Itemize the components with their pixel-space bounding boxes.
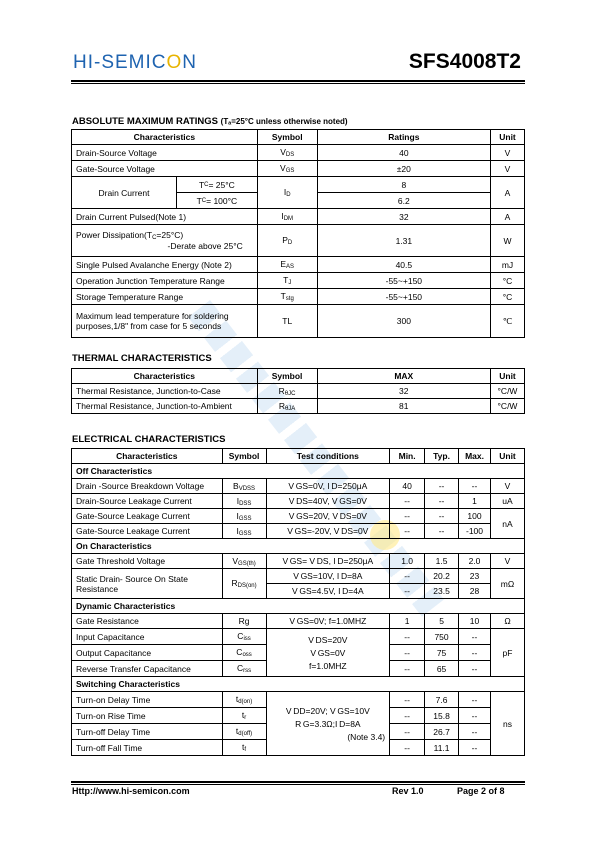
table-row: Gate-Source Leakage Current $I_{GSS}$ V GS=-20V, V DS=0V -- -- -100 bbox=[72, 524, 525, 539]
table-row: Maximum lead temperature for soldering purposes,1/8" from case for 5 seconds TL 300 ℃ bbox=[72, 305, 525, 338]
company-logo: HI-SEMICON bbox=[73, 52, 198, 73]
thermal-table bbox=[71, 368, 525, 414]
table-header-row: Characteristics Symbol Ratings Unit bbox=[72, 130, 525, 145]
table-row: Turn-off Fall Time $t_f$ -- 11.1 -- bbox=[72, 740, 525, 756]
header-rule-thin bbox=[71, 83, 525, 84]
table-row: Turn-on Delay Time $t_{d(on)}$ V DD=20V; V GS=10V R G=3.3Ω;I D=8A (Note 3.4) -- 7.6 -- ns bbox=[72, 692, 525, 708]
table-row: Power $Dissipation(T_C=25^\circ C)$ -Derate above 25°C $P_D$ 1.31 W bbox=[72, 225, 525, 257]
footer-rule-thin bbox=[71, 784, 525, 785]
table-header-row: Characteristics Symbol Test conditions Min. Typ. Max. Unit bbox=[72, 449, 525, 464]
table-row: Drain -Source Breakdown Voltage $B_{VDSS}$ V GS=0V, I D=250μA 40 -- -- V bbox=[72, 479, 525, 494]
footer-revision: Rev 1.0 bbox=[392, 786, 424, 796]
group-row-switching: Switching Characteristics bbox=[72, 677, 525, 692]
table-row: Thermal Resistance, Junction-to-Ambient $R_{\theta JA}$ 81 °C/W bbox=[72, 399, 525, 414]
table-row: Output Capacitance $C_{oss}$ -- 75 -- bbox=[72, 645, 525, 661]
table-row: Gate-Source Leakage Current $I_{GSS}$ V GS=20V, V DS=0V -- -- 100 nA bbox=[72, 509, 525, 524]
header-rule bbox=[71, 80, 525, 82]
part-number: SFS4008T2 bbox=[408, 50, 521, 73]
table-row: Gate Resistance Rg V GS=0V; f=1.0MHZ 1 5 10 Ω bbox=[72, 614, 525, 629]
electrical-title: ELECTRICAL CHARACTERISTICS bbox=[72, 434, 226, 445]
table-row: Static Drain- Source On State Resistance $R_{DS(on)}$ V GS=10V, I D=8A -- 20.2 23 mΩ bbox=[72, 569, 525, 584]
table-row: Drain Current Pulsed(Note 1) $I_{DM}$ 32 A bbox=[72, 209, 525, 225]
table-header-row: Characteristics Symbol MAX Unit bbox=[72, 369, 525, 384]
table-row: Turn-off Delay Time $t_{d(off)}$ -- 26.7 -- bbox=[72, 724, 525, 740]
abs-max-title: ABSOLUTE MAXIMUM RATINGS (Tₐ=25°C unless otherwise noted) bbox=[72, 116, 348, 127]
table-row: Reverse Transfer Capacitance $C_{rss}$ -- 65 -- bbox=[72, 661, 525, 677]
table-row: Turn-on Rise Time $t_r$ -- 15.8 -- bbox=[72, 708, 525, 724]
table-row: Single Pulsed Avalanche Energy (Note 2) $E_{AS}$ 40.5 mJ bbox=[72, 257, 525, 273]
abs-max-table bbox=[71, 129, 525, 338]
table-row: Drain-Source Leakage Current $I_{DSS}$ V DS=40V, V GS=0V -- -- 1 uA bbox=[72, 494, 525, 509]
footer-url[interactable]: Http://www.hi-semicon.com bbox=[72, 786, 190, 796]
electrical-table bbox=[71, 448, 525, 756]
table-row: V GS=4.5V, I D=4A -- 23.5 28 bbox=[72, 584, 525, 599]
group-row-on: On Characteristics bbox=[72, 539, 525, 554]
thermal-title: THERMAL CHARACTERISTICS bbox=[72, 353, 212, 364]
footer-rule bbox=[71, 781, 525, 783]
table-row: Storage Temperature Range $T_{stg}$ -55~+150 °C bbox=[72, 289, 525, 305]
footer-page-number: Page 2 of 8 bbox=[457, 786, 505, 796]
table-row: Gate-Source Voltage $V_{GS}$ ±20 V bbox=[72, 161, 525, 177]
table-row: Drain-Source Voltage $V_{DS}$ 40 V bbox=[72, 145, 525, 161]
table-row: Drain Current T C = 25°C T C = 100°C $I_D$ 8 6.2 A bbox=[72, 177, 525, 209]
group-row-dynamic: Dynamic Characteristics bbox=[72, 599, 525, 614]
table-row: Thermal Resistance, Junction-to-Case $R_{\theta JC}$ 32 °C/W bbox=[72, 384, 525, 399]
table-row: Input Capacitance $C_{iss}$ V DS=20V V GS=0V f=1.0MHZ -- 750 -- pF bbox=[72, 629, 525, 645]
table-row: Operation Junction Temperature Range $T_J$ -55~+150 °C bbox=[72, 273, 525, 289]
table-row: Gate Threshold Voltage $V_{GS(th)}$ V GS= V DS, I D=250μA 1.0 1.5 2.0 V bbox=[72, 554, 525, 569]
group-row-off: Off Characteristics bbox=[72, 464, 525, 479]
